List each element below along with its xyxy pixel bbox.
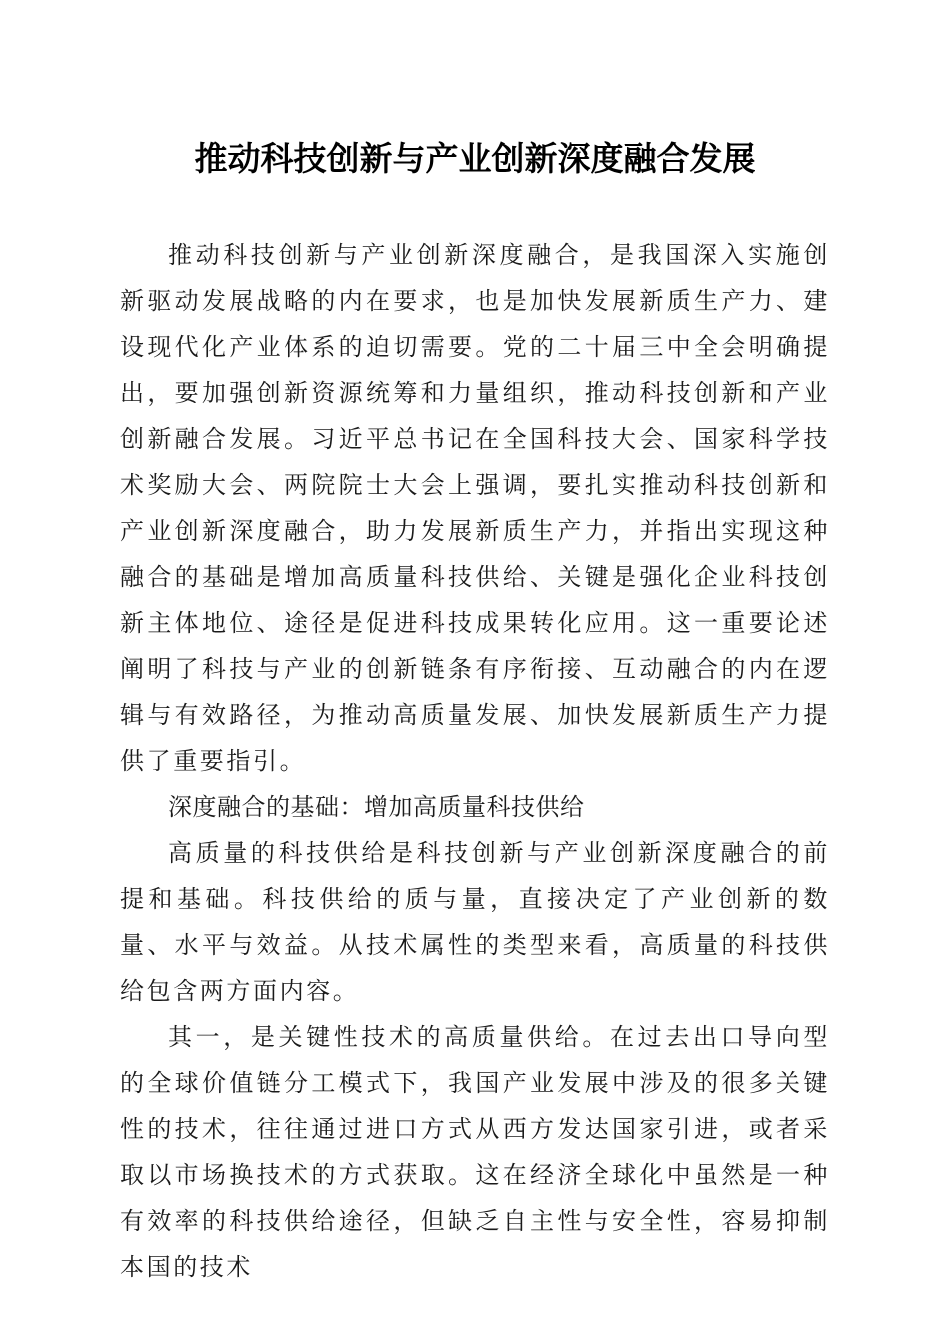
paragraph-supply: 高质量的科技供给是科技创新与产业创新深度融合的前提和基础。科技供给的质与量，直接决定了产业创新的数量、水平与效益。从技术属性的类型来看，高质量的科技供给包含两方面内容。 (120, 839, 830, 1005)
paragraph-key-tech: 其一，是关键性技术的高质量供给。在过去出口导向型的全球价值链分工模式下，我国产业发展中涉及的很多关键性的技术，往往通过进口方式从西方发达国家引进，或者采取以市场换技术的方式获取。这在经济全球化中虽然是一种有效率的科技供给途径，但缺乏自主性与安全性，容易抑制本国的技术 (120, 1023, 830, 1281)
section-heading: 深度融合的基础：增加高质量科技供给 (168, 793, 585, 821)
paragraph-intro: 推动科技创新与产业创新深度融合，是我国深入实施创新驱动发展战略的内在要求，也是加快发展新质生产力、建设现代化产业体系的迫切需要。党的二十届三中全会明确提出，要加强创新资源统筹和力量组织，推动科技创新和产业创新融合发展。习近平总书记在全国科技大会、国家科学技术奖励大会、两院院士大会上强调，要扎实推动科技创新和产业创新深度融合，助力发展新质生产力，并指出实现这种融合的基础是增加高质量科技供给、关键是强化企业科技创新主体地位、途径是促进科技成果转化应用。这一重要论述阐明了科技与产业的创新链条有序衔接、互动融合的内在逻辑与有效路径，为推动高质量发展、加快发展新质生产力提供了重要指引。 (120, 241, 830, 775)
document-body (120, 232, 830, 1290)
document-title: 推动科技创新与产业创新深度融合发展 (194, 139, 756, 178)
